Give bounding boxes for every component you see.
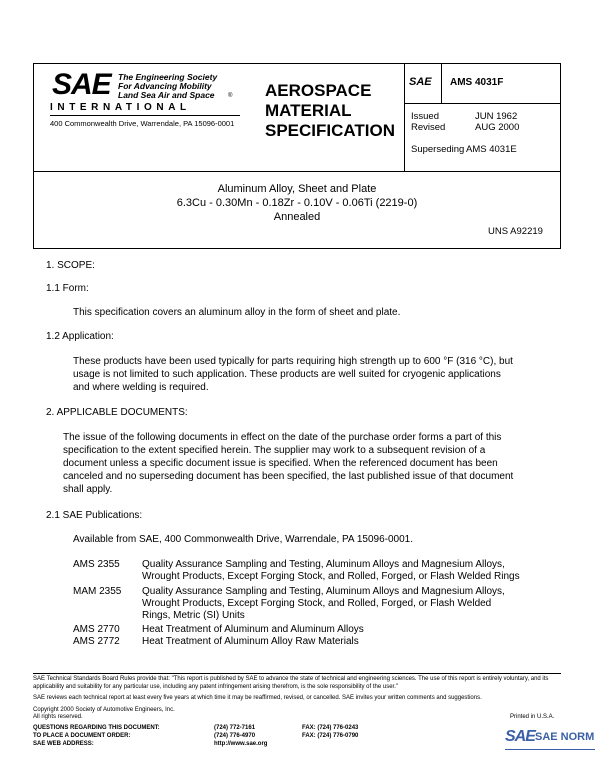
doc-number: AMS 4031F [450,77,504,88]
docbox-divider [404,63,405,171]
header-bottom-rule [33,171,561,172]
section-2-1-text: Available from SAE, 400 Commonwealth Drive, Warrendale, PA 15096-0001. [73,534,413,545]
sae-logo: SAE [52,68,111,101]
ref-code: AMS 2770 [73,624,120,635]
spec-title-line-2: MATERIAL [265,101,352,120]
sae-norm-underline [505,749,595,750]
international-wordmark: INTERNATIONAL [50,102,191,113]
society-line-1: The Engineering Society [118,72,218,82]
ref-desc-line: Quality Assurance Sampling and Testing, Aluminum Alloys and Magnesium Alloys, [142,559,505,570]
web-link[interactable]: http://www.sae.org [214,741,268,747]
superseding-value: AMS 4031E [466,144,517,155]
ref-desc-line: Heat Treatment of Aluminum Alloy Raw Materials [142,636,359,647]
web-label: SAE WEB ADDRESS: [33,741,94,747]
section-1-2-text-1: These products have been used typically for parts requiring high strength up to 600 °F (316 °C), but [73,356,513,367]
material-title-3: Annealed [273,211,321,223]
material-title-1: Aluminum Alloy, Sheet and Plate [217,183,377,195]
section-2-text-5: shall apply. [63,484,113,495]
society-line-2: For Advancing Mobility [118,81,212,91]
footer-note-1: SAE Technical Standards Board Rules provide that: "This report is published by SAE to advance the state of technical and engineering sciences. The use of this report is entirely voluntary, and its applicability and suitability for any particular use, including any patent infringement arising therefrom, is the sole responsibility of the user." [33,676,549,690]
title-bottom-rule [33,248,561,249]
superseding-label: Superseding [411,144,465,155]
sae-small-logo: SAE [409,76,432,88]
society-line-3: Land Sea Air and Space [118,90,215,100]
footer-rule [33,673,561,674]
order-tel: (724) 776-4970 [214,733,256,739]
sae-norm-mark: SAE [505,728,535,745]
revised-value: AUG 2000 [475,122,520,133]
section-1-2-heading: 1.2 Application: [46,331,114,342]
ref-desc-line: Rings, Metric (SI) Units [142,610,245,621]
questions-fax: FAX: (724) 776-0243 [302,725,359,731]
ref-desc-line: Quality Assurance Sampling and Testing, Aluminum Alloys and Magnesium Alloys, [142,586,505,597]
section-1-heading: 1. SCOPE: [46,260,95,271]
sae-norm-text: SAE NORM [535,731,595,743]
ref-code: MAM 2355 [73,586,122,597]
ref-code: AMS 2355 [73,559,120,570]
printed-in: Printed in U.S.A. [510,714,555,720]
sae-address: 400 Commonwealth Drive, Warrendale, PA 15096-0001 [50,119,235,128]
docnum-divider [441,63,442,103]
ref-desc-line: Wrought Products, Except Forging Stock, and Rolled, Forged, or Flash Welded [142,598,492,609]
docnum-rule [404,103,560,104]
ref-code: AMS 2772 [73,636,120,647]
questions-tel: (724) 772-7161 [214,725,256,731]
section-1-1-heading: 1.1 Form: [46,283,89,294]
material-title-2: 6.3Cu - 0.30Mn - 0.18Zr - 0.10V - 0.06Ti (2219-0) [176,197,418,209]
section-2-1-heading: 2.1 SAE Publications: [46,510,143,521]
section-1-1-text: This specification covers an aluminum alloy in the form of sheet and plate. [73,307,401,318]
section-2-text-2: specification to the extent specified herein. The supplier may work to a subsequent revision of a [63,445,486,456]
rights-reserved: All rights reserved. [33,714,83,720]
header-top-rule [33,63,561,64]
section-1-2-text-3: and where welding is required. [73,382,209,393]
uns-number: UNS A92219 [488,226,543,237]
section-1-2-text-2: usage is not limited to such application. These products are well suited for cryogenic applications [73,369,501,380]
registered-mark: ® [228,93,233,99]
ref-desc-line: Heat Treatment of Aluminum and Aluminum Alloys [142,624,364,635]
copyright: Copyright 2000 Society of Automotive Engineers, Inc. [33,707,175,713]
section-2-text-4: canceled and no superseding document has been specified, the last published issue of that document [63,471,514,482]
questions-label: QUESTIONS REGARDING THIS DOCUMENT: [33,725,160,731]
ref-desc-line: Wrought Products, Except Forging Stock, and Rolled, Forged, or Flash Welded Rings [142,571,520,582]
sae-norm-logo [505,726,597,766]
issued-label: Issued [411,111,439,122]
logo-underline [50,115,240,116]
section-2-text-1: The issue of the following documents in effect on the date of the purchase order forms a part of this [63,432,502,443]
spec-title-line-1: AEROSPACE [265,81,372,100]
spec-title-line-3: SPECIFICATION [265,121,396,140]
section-2-text-3: document unless a specific document issue is specified. When the referenced document has been [63,458,498,469]
issued-value: JUN 1962 [475,111,518,122]
order-fax: FAX: (724) 776-0790 [302,733,359,739]
order-label: TO PLACE A DOCUMENT ORDER: [33,733,131,739]
footer-note-2: SAE reviews each technical report at least every five years at which time it may be reaffirmed, revised, or cancelled. SAE invites your written comments and suggestions. [33,695,482,701]
revised-label: Revised [411,122,446,133]
section-2-heading: 2. APPLICABLE DOCUMENTS: [46,407,188,418]
